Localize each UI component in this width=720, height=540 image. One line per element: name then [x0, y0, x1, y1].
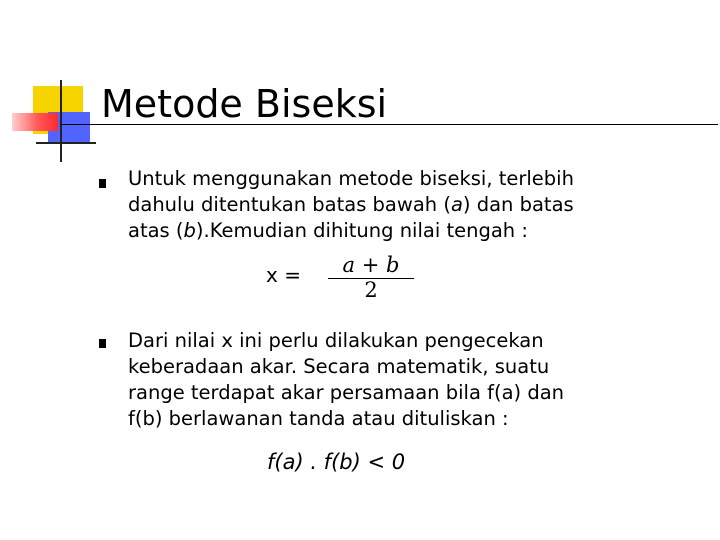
bullet-marker-1	[99, 179, 106, 188]
fraction-denominator: 2	[364, 278, 378, 302]
bullet-marker-2	[99, 339, 106, 348]
bullet-1-line-1: Untuk menggunakan metode biseksi, terlebih	[128, 167, 574, 190]
bullet-text-1	[128, 166, 628, 244]
bullet-2-line-3: range terdapat akar persamaan bila f(a) dan	[128, 381, 565, 404]
ornament-horizontal-line	[36, 142, 96, 144]
midpoint-formula-lhs: x =	[266, 263, 301, 287]
bullet-1-line-2	[128, 192, 628, 218]
bullet-1-line-3	[128, 218, 628, 244]
bullet-text-2	[128, 328, 628, 432]
slide-title: Metode Biseksi	[101, 82, 388, 126]
bullet-1-line-2-post: ) dan batas	[462, 193, 574, 216]
title-ornament	[0, 0, 100, 170]
bullet-1-line-3-pre: atas (	[128, 219, 184, 242]
numerator-b: b	[386, 253, 400, 277]
variable-a: a	[450, 193, 463, 216]
sign-check-formula: f(a) . f(b) < 0	[267, 450, 406, 474]
ornament-red-bar	[12, 113, 58, 131]
fraction-numerator	[326, 254, 416, 276]
bullet-2-line-4: f(b) berlawanan tanda atau dituliskan :	[128, 407, 509, 430]
numerator-plus: +	[355, 253, 387, 277]
variable-b: b	[183, 219, 196, 242]
midpoint-fraction	[322, 254, 416, 302]
bullet-1-line-3-post: ).Kemudian dihitung nilai tengah :	[195, 219, 528, 242]
bullet-2-line-1: Dari nilai x ini perlu dilakukan pengecekan	[128, 329, 544, 352]
bullet-1-line-2-pre: dahulu ditentukan batas bawah (	[128, 193, 451, 216]
numerator-a: a	[342, 253, 356, 277]
ornament-vertical-line	[60, 80, 62, 162]
bullet-2-line-2: keberadaan akar. Secara matematik, suatu	[128, 355, 550, 378]
